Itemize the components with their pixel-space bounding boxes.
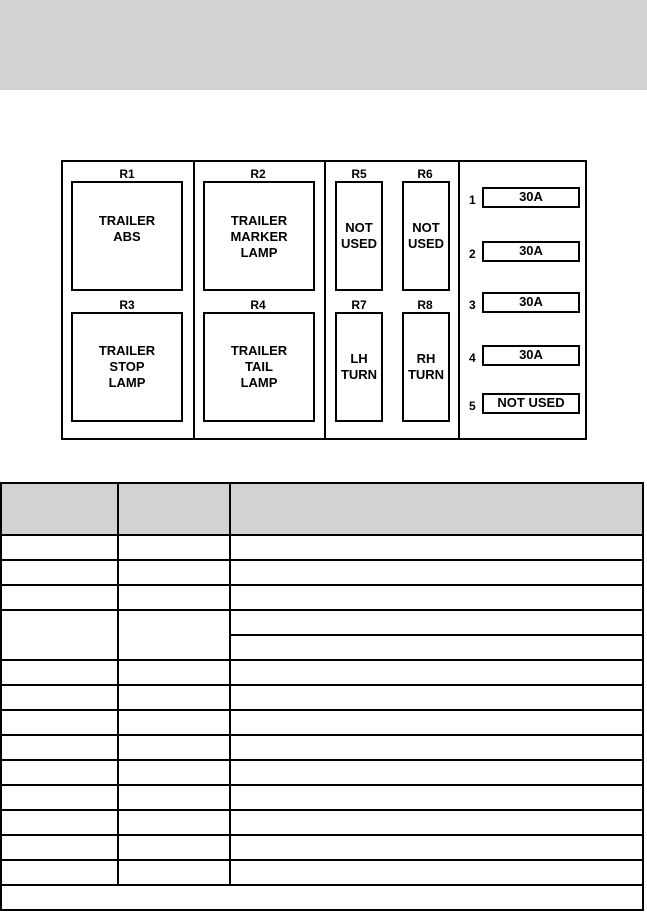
table-row [1,610,643,635]
table-row [1,735,643,760]
table-row [1,535,643,560]
relay-label-r8: R8 [417,298,433,312]
fuse-4: 30A [482,345,580,366]
table-footer-row [1,885,643,910]
table-row [1,685,643,710]
table-header-cell [230,483,643,535]
fuse-table [0,482,644,911]
header-band [0,0,647,90]
fuse-5: NOT USED [482,393,580,414]
relay-r1: TRAILER ABS [71,181,183,291]
relay-label-r2: R2 [250,167,266,181]
table-row [1,585,643,610]
fuse-2: 30A [482,241,580,262]
relay-label-r1: R1 [119,167,135,181]
fuse-3: 30A [482,292,580,313]
fuse-number: 3 [469,298,476,312]
fuse-number: 1 [469,193,476,207]
table-row [1,810,643,835]
relay-r5: NOT USED [335,181,383,291]
relay-r6: NOT USED [402,181,450,291]
fuse-number: 4 [469,351,476,365]
fuse-1: 30A [482,187,580,208]
table-row [1,660,643,685]
relay-label-r7: R7 [351,298,367,312]
fuse-relay-panel-diagram [61,160,587,440]
relay-r8: RH TURN [402,312,450,422]
table-header-cell [118,483,231,535]
table-row [1,785,643,810]
relay-label-r4: R4 [250,298,266,312]
panel-divider [458,162,460,438]
relay-r4: TRAILER TAIL LAMP [203,312,315,422]
table-row [1,835,643,860]
relay-label-r5: R5 [351,167,367,181]
table-row [1,710,643,735]
relay-label-r6: R6 [417,167,433,181]
table-header-cell [1,483,118,535]
table-row [1,760,643,785]
panel-divider [193,162,195,438]
panel-divider [324,162,326,438]
fuse-number: 5 [469,399,476,413]
relay-r3: TRAILER STOP LAMP [71,312,183,422]
relay-label-r3: R3 [119,298,135,312]
fuse-number: 2 [469,247,476,261]
table-row [1,560,643,585]
relay-r2: TRAILER MARKER LAMP [203,181,315,291]
table-row [1,860,643,885]
relay-r7: LH TURN [335,312,383,422]
table-header-row [1,483,643,535]
